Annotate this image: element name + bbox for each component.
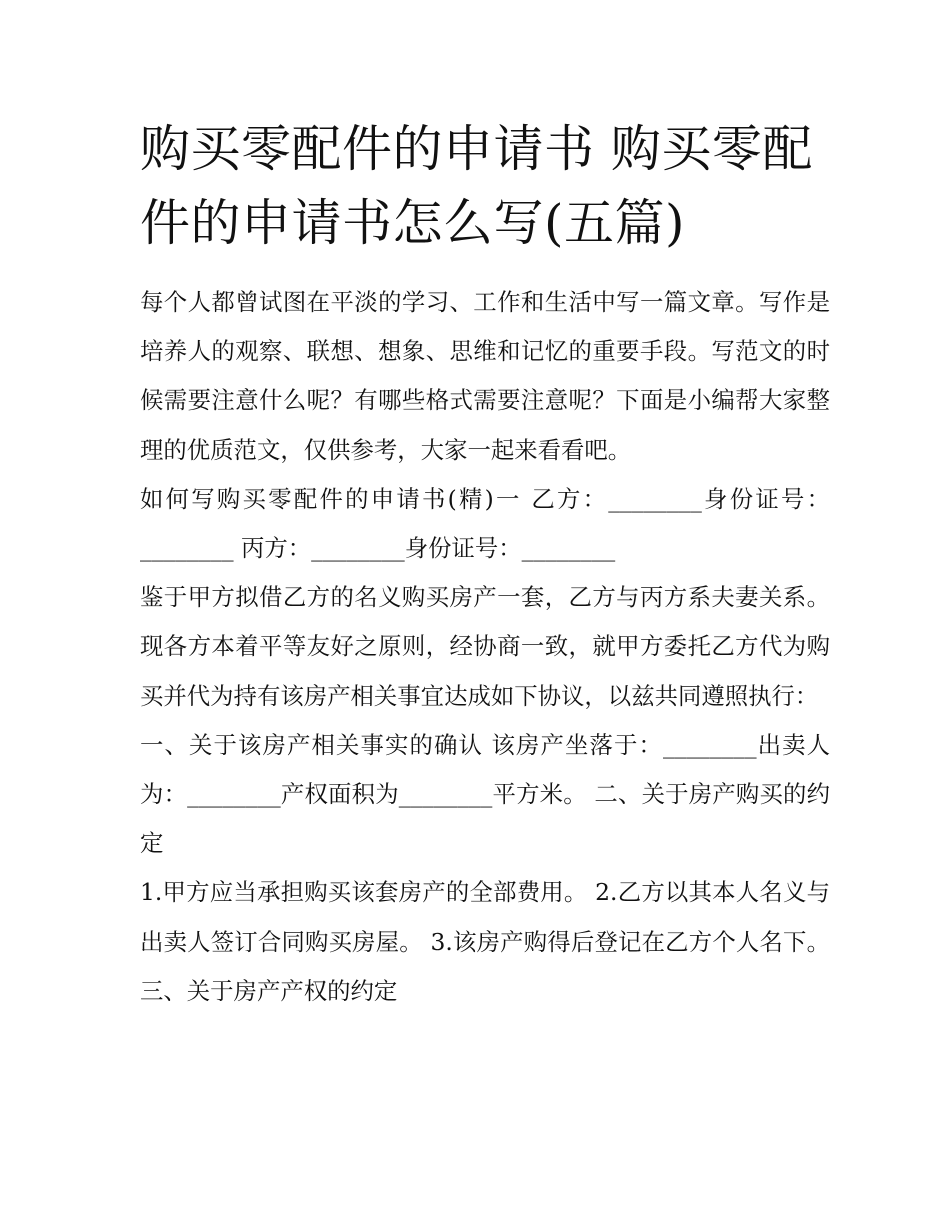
parties-paragraph: 如何写购买零配件的申请书(精)一 乙方：________身份证号：________ 丙方：________身份证号：________ (140, 484, 830, 563)
document-body (140, 278, 830, 1016)
document-title: 购买零配件的申请书 购买零配件的申请书怎么写(五篇) (140, 120, 813, 252)
intro-paragraph: 每个人都曾试图在平淡的学习、工作和生活中写一篇文章。写作是培养人的观察、联想、想象、思维和记忆的重要手段。写范文的时候需要注意什么呢？有哪些格式需要注意呢？下面是小编帮大家整理的优质范文，仅供参考，大家一起来看看吧。 (140, 288, 830, 464)
section-one-paragraph: 一、关于该房产相关事实的确认 该房产坐落于：________出卖人为：________产权面积为________平方米。 二、关于房产购买的约定 (140, 730, 830, 858)
terms-paragraph: 1.甲方应当承担购买该套房产的全部费用。 2.乙方以其本人名义与出卖人签订合同购买房屋。 3.该房产购得后登记在乙方个人名下。 三、关于房产产权的约定 (140, 878, 830, 1005)
recital-paragraph: 鉴于甲方拟借乙方的名义购买房产一套，乙方与丙方系夫妻关系。现各方本着平等友好之原则，经协商一致，就甲方委托乙方代为购买并代为持有该房产相关事宜达成如下协议，以兹共同遵照执行： (140, 583, 830, 710)
